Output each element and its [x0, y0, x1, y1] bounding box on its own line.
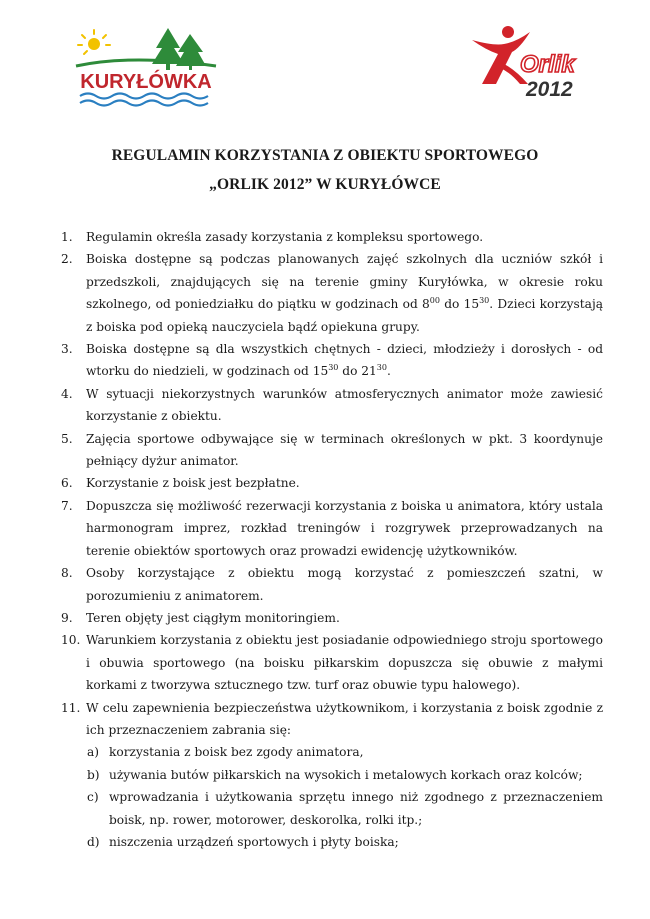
time-superscript: 30: [479, 296, 490, 306]
rule-text: Korzystanie z boisk jest bezpłatne.: [86, 476, 300, 491]
rule-number: 5.: [61, 431, 73, 446]
rule-text: Zajęcia sportowe odbywające się w terminach określonych w pkt. 3 koordynuje pełniący dyżur animator.: [86, 431, 603, 469]
sub-rule-text: wprowadzania i użytkowania sprzętu innego niż zgodnego z przeznaczeniem boisk, np. rower, motorower, deskorolka, rolki itp.;: [109, 790, 603, 827]
rule-text: Warunkiem korzystania z obiektu jest posiadanie odpowiedniego stroju sportowego i obuwia sportowego (na boisku piłkarskim dopuszcza się obuwie z małymi korkami z tworzywa sztucznego tzw. turf oraz obuwie typu halowego).: [86, 633, 603, 693]
rule-text-part: Boiska dostępne są dla wszystkich chętnych - dzieci, młodzieży i dorosłych - od wtorku do niedzieli, w godzinach od 15: [86, 342, 603, 379]
time-superscript: 00: [429, 296, 440, 306]
rule-text: W sytuacji niekorzystnych warunków atmosferycznych animator może zawiesić korzystanie z obiektu.: [86, 386, 603, 424]
rule-text: W celu zapewnienia bezpieczeństwa użytkownikom, i korzystania z boisk zgodnie z ich przeznaczeniem zabrania się:: [86, 700, 603, 737]
rule-number: 8.: [61, 566, 73, 581]
rule-item: [0, 226, 650, 248]
rule-item: [0, 629, 650, 696]
rule-number: 4.: [61, 386, 73, 401]
rule-number: 3.: [61, 342, 73, 357]
sub-rule-letter: b): [87, 767, 100, 782]
rule-item: [0, 607, 650, 629]
document-title-line-1: REGULAMIN KORZYSTANIA Z OBIEKTU SPORTOWEGO: [111, 147, 539, 164]
sub-rule-text: korzystania z boisk bez zgody animatora,: [109, 745, 364, 760]
rule-item: [0, 495, 650, 562]
rule-item: [0, 562, 650, 607]
rule-item: [0, 383, 650, 428]
rule-number: 11.: [61, 700, 81, 715]
orlik-logo-year: 2012: [526, 78, 573, 101]
water-waves-icon: [80, 94, 208, 106]
sub-rule-item: [0, 764, 650, 786]
rule-number: 2.: [61, 252, 73, 267]
rule-number: 6.: [61, 476, 73, 491]
rule-item: [0, 248, 650, 338]
time-superscript: 30: [328, 363, 339, 373]
rule-text: [86, 248, 603, 338]
sub-rule-text: niszczenia urządzeń sportowych i płyty boiska;: [109, 834, 399, 849]
rule-number: 10.: [61, 633, 81, 648]
rule-number: 7.: [61, 498, 73, 513]
rule-number: 1.: [61, 230, 73, 244]
sub-rule-item: [0, 786, 650, 831]
rule-item: [0, 428, 650, 473]
rule-text: Dopuszcza się możliwość rezerwacji korzystania z boiska u animatora, który ustala harmonogram imprez, rozkład treningów i rozgrywek przeprowadzanych na terenie obiektów sportowych oraz prowadzi ewidencję użytkowników.: [86, 498, 603, 558]
sub-rule-item: [0, 741, 650, 763]
rule-text: Teren objęty jest ciągłym monitoringiem.: [86, 610, 340, 625]
rule-item: [0, 472, 650, 494]
rule-text-part: do 21: [338, 364, 377, 379]
rule-number: 9.: [61, 610, 73, 625]
time-superscript: 30: [376, 363, 387, 373]
sun-icon: [78, 30, 110, 54]
kurylowka-logo-text: KURYŁÓWKA: [80, 71, 212, 93]
sub-rule-letter: d): [87, 834, 100, 849]
rule-text-part: do 15: [439, 297, 480, 312]
rule-text: Regulamin określa zasady korzystania z kompleksu sportowego.: [86, 230, 484, 244]
rule-text: Osoby korzystające z obiektu mogą korzystać z pomieszczeń szatni, w porozumieniu z animatorem.: [86, 566, 603, 603]
orlik-logo-text: Orlik: [520, 51, 575, 78]
rule-item: [0, 338, 650, 383]
rule-item: [0, 697, 650, 854]
document-title-line-2: „ORLIK 2012” W KURYŁÓWCE: [209, 176, 441, 193]
kurylowka-logo: [72, 26, 220, 108]
sub-rule-item: [0, 831, 650, 853]
rule-text-part: . Dzieci korzystają z boiska pod opieką nauczyciela bądź opiekuna grupy.: [86, 297, 603, 334]
rule-text: [86, 338, 603, 383]
sub-rule-letter: c): [87, 790, 99, 805]
sub-rule-letter: a): [87, 745, 100, 760]
rule-text-part: Boiska dostępne są podczas planowanych zajęć szkolnych dla uczniów szkół i przedszkoli, znajdujących się na terenie gminy Kuryłówka, w okresie roku szkolnego, od poniedziałku do piątku w godzinach od 8: [86, 252, 603, 312]
rules-list: [0, 226, 650, 853]
rule-text-part: .: [386, 364, 391, 379]
sub-rules-list: [0, 741, 650, 853]
sub-rule-text: używania butów piłkarskich na wysokich i metalowych korkach oraz kolców;: [109, 767, 583, 782]
orlik-2012-logo: [470, 22, 582, 106]
